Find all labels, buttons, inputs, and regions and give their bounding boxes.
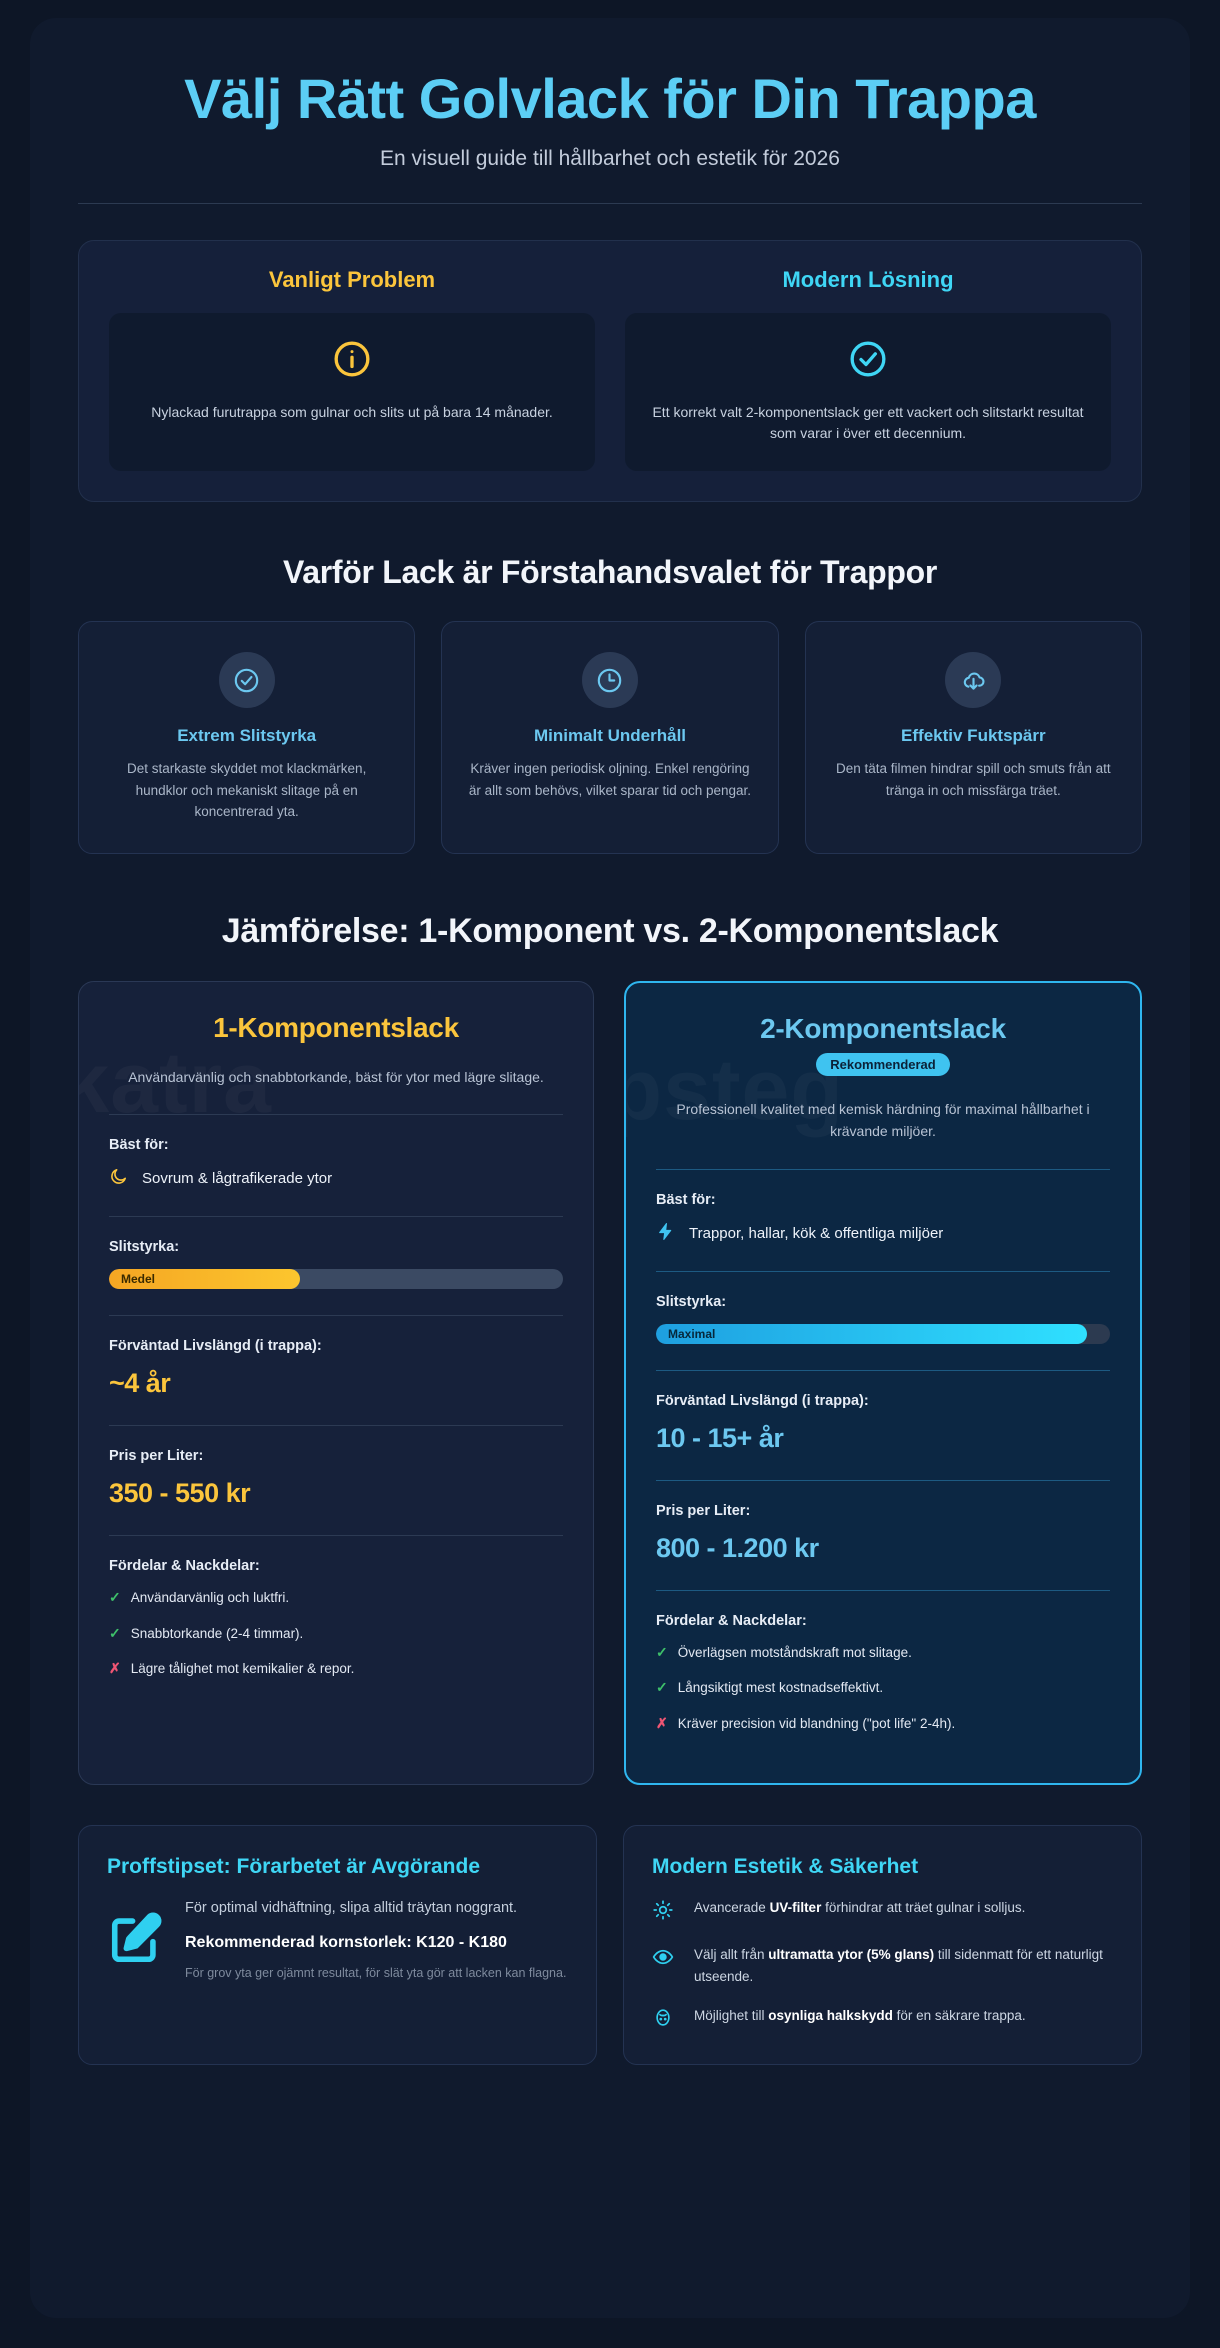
price-label: Pris per Liter:	[656, 1502, 751, 1519]
best-for-value: Sovrum & lågtrafikerade ytor	[142, 1170, 333, 1188]
problem-solution-panel	[78, 240, 1142, 502]
durability-bar-fill: Medel	[109, 1269, 300, 1289]
clock-icon	[582, 652, 638, 708]
solution-text: Ett korrekt valt 2-komponentslack ger ett vackert och slitstarkt resultat som varar i över ett decennium.	[652, 403, 1084, 442]
divider	[656, 1271, 1110, 1272]
info-circle-icon	[332, 339, 372, 384]
benefit-desc: Kräver ingen periodisk oljning. Enkel rengöring är allt som behövs, vilket sparar tid och pengar.	[468, 761, 752, 798]
list-item-text: Möjlighet till osynliga halkskydd för en säkrare trappa.	[694, 2008, 1026, 2024]
list-item	[652, 1944, 1113, 1987]
durability-bar	[109, 1269, 563, 1289]
solution-column	[625, 267, 1111, 471]
benefit-card	[78, 621, 415, 854]
problem-text: Nylackad furutrappa som gulnar och slits ut på bara 14 månader.	[151, 403, 553, 420]
list-item-text: Snabbtorkande (2-4 timmar).	[130, 1625, 304, 1641]
list-item	[656, 1714, 1110, 1734]
problem-heading: Vanligt Problem	[268, 266, 436, 292]
divider	[109, 1114, 563, 1115]
comparison-cards	[78, 981, 1142, 1785]
divider	[109, 1425, 563, 1426]
benefit-card	[805, 621, 1142, 854]
pros-cons-list	[656, 1643, 1110, 1734]
cross-mark-icon: ✗	[656, 1714, 668, 1731]
divider	[656, 1590, 1110, 1591]
why-section-title: Varför Lack är Förstahandsvalet för Trappor	[283, 554, 937, 591]
aesthetics-title: Modern Estetik & Säkerhet	[652, 1855, 919, 1879]
list-item	[109, 1588, 563, 1608]
pro-tip-line2: Rekommenderad kornstorlek: K120 - K180	[185, 1933, 507, 1951]
divider	[109, 1216, 563, 1217]
status-badge: Rekommenderad	[816, 1053, 949, 1076]
best-for-row	[109, 1167, 563, 1190]
durability-label: Slitstyrka:	[656, 1293, 727, 1310]
lifespan-label: Förväntad Livslängd (i trappa):	[656, 1392, 869, 1409]
best-for-label: Bäst för:	[656, 1191, 716, 1208]
divider	[656, 1169, 1110, 1170]
cloud-download-icon	[945, 652, 1001, 708]
solution-heading: Modern Lösning	[782, 266, 954, 292]
check-mark-icon: ✓	[656, 1643, 668, 1660]
cross-mark-icon: ✗	[109, 1660, 121, 1677]
comparison-card-one-component	[78, 981, 594, 1785]
header-divider	[78, 203, 1142, 204]
page-title: Välj Rätt Golvlack för Din Trappa	[184, 67, 1036, 130]
header	[78, 58, 1142, 171]
card-description: Professionell kvalitet med kemisk härdning för maximal hållbarhet i krävande miljöer.	[676, 1100, 1090, 1140]
aesthetics-list	[652, 1897, 1113, 2034]
card-title: 1-Komponentslack	[213, 1011, 459, 1043]
benefit-title: Effektiv Fuktspärr	[901, 726, 1046, 746]
list-item-text: Överlägsen motståndskraft mot slitage.	[677, 1644, 912, 1660]
lifespan-value: 10 - 15+ år	[656, 1422, 784, 1453]
durability-label: Slitstyrka:	[109, 1239, 180, 1256]
list-item	[652, 2005, 1113, 2034]
pros-cons-label: Fördelar & Nackdelar:	[109, 1558, 260, 1575]
list-item	[656, 1643, 1110, 1663]
list-item	[652, 1897, 1113, 1926]
bottom-cards	[78, 1825, 1142, 2065]
pros-cons-list	[109, 1588, 563, 1679]
check-mark-icon: ✓	[109, 1624, 121, 1641]
price-value: 800 - 1.200 kr	[656, 1532, 819, 1563]
moon-icon	[109, 1167, 128, 1190]
page-subtitle: En visuell guide till hållbarhet och estetik för 2026	[380, 146, 840, 170]
list-item-text: Kräver precision vid blandning ("pot life" 2-4h).	[677, 1715, 956, 1731]
lightning-icon	[656, 1222, 675, 1245]
check-circle-icon	[219, 652, 275, 708]
best-for-row	[656, 1222, 1110, 1245]
aesthetics-card	[623, 1825, 1142, 2065]
list-item-text: Välj allt från ultramatta ytor (5% glans) till sidenmatt för ett naturligt utseende.	[694, 1947, 1103, 1984]
infographic-frame	[30, 18, 1190, 2318]
list-item-text: Användarvänlig och luktfri.	[130, 1590, 290, 1606]
check-mark-icon: ✓	[109, 1589, 121, 1606]
benefit-cards	[78, 621, 1142, 854]
divider	[109, 1315, 563, 1316]
check-mark-icon: ✓	[656, 1679, 668, 1696]
list-item-text: Avancerade UV-filter förhindrar att träet gulnar i solljus.	[694, 1900, 1026, 1916]
list-item-text: Långsiktigt mest kostnadseffektivt.	[677, 1680, 884, 1696]
eye-icon	[652, 1944, 678, 1973]
edit-square-icon	[107, 1909, 165, 1972]
card-title: 2-Komponentslack	[760, 1012, 1006, 1044]
divider	[656, 1480, 1110, 1481]
benefit-desc: Det starkaste skyddet mot klackmärken, hundklor och mekaniskt slitage på en koncentrerad yta.	[126, 761, 367, 820]
problem-card	[109, 313, 595, 471]
problem-column	[109, 267, 595, 471]
benefit-title: Extrem Slitstyrka	[177, 726, 317, 746]
pro-tip-line3: För grov yta ger ojämnt resultat, för slät yta gör att lacken kan flagna.	[185, 1966, 567, 1981]
benefit-card	[441, 621, 778, 854]
list-item	[656, 1678, 1110, 1698]
lifespan-value: ~4 år	[109, 1368, 171, 1399]
benefit-title: Minimalt Underhåll	[533, 726, 687, 746]
divider	[109, 1535, 563, 1536]
check-circle-icon	[848, 339, 888, 384]
pro-tip-card	[78, 1825, 597, 2065]
durability-bar-fill: Maximal	[656, 1324, 1087, 1344]
solution-card	[625, 313, 1111, 471]
shoe-print-icon	[652, 2005, 678, 2034]
list-item	[109, 1624, 563, 1644]
card-description: Användarvänlig och snabbtorkande, bäst för ytor med lägre slitage.	[128, 1068, 544, 1085]
list-item	[109, 1659, 563, 1679]
best-for-label: Bäst för:	[109, 1137, 169, 1154]
divider	[656, 1370, 1110, 1371]
best-for-value: Trappor, hallar, kök & offentliga miljöer	[689, 1224, 944, 1242]
pro-tip-title: Proffstipset: Förarbetet är Avgörande	[107, 1855, 481, 1879]
pro-tip-line1: För optimal vidhäftning, slipa alltid träytan noggrant.	[185, 1900, 518, 1917]
price-value: 350 - 550 kr	[109, 1478, 251, 1509]
pros-cons-label: Fördelar & Nackdelar:	[656, 1612, 807, 1629]
comparison-section-title: Jämförelse: 1-Komponent vs. 2-Komponentslack	[221, 911, 999, 950]
comparison-card-two-component	[624, 981, 1142, 1785]
sun-icon	[652, 1897, 678, 1926]
lifespan-label: Förväntad Livslängd (i trappa):	[109, 1338, 322, 1355]
list-item-text: Lägre tålighet mot kemikalier & repor.	[130, 1661, 355, 1677]
durability-bar	[656, 1324, 1110, 1344]
price-label: Pris per Liter:	[109, 1448, 204, 1465]
benefit-desc: Den täta filmen hindrar spill och smuts från att tränga in och missfärga träet.	[836, 761, 1111, 798]
